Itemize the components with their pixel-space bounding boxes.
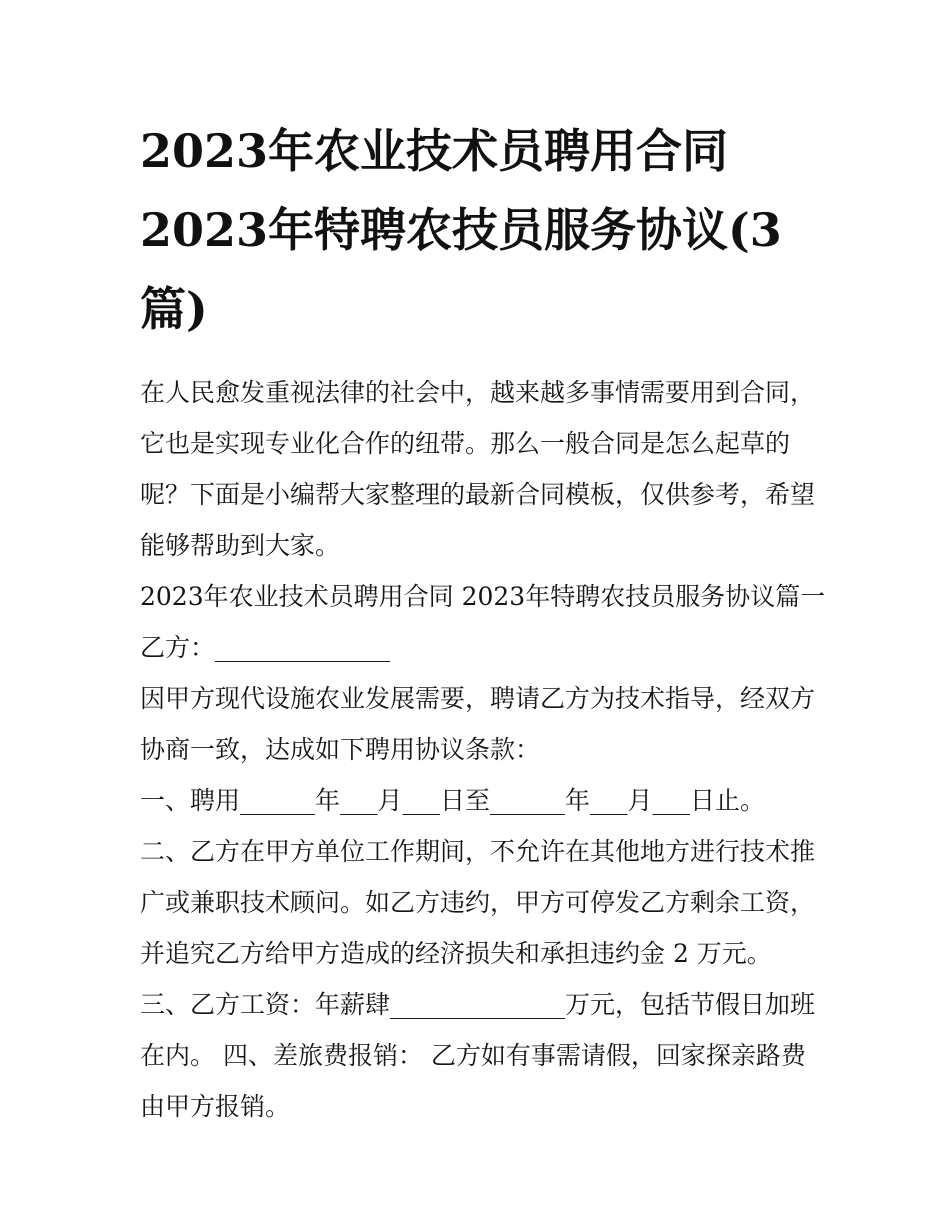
intro-line-1: 在人民愈发重视法律的社会中，越来越多事情需要用到合同， — [140, 378, 816, 407]
clause-three-line-2: 在内。 四、差旅费报销： 乙方如有事需请假，回家探亲路费 — [140, 1041, 806, 1070]
contract-line-2: 协商一致，达成如下聘用协议条款： — [140, 735, 541, 764]
party-b-line: 乙方：______________ — [140, 633, 391, 662]
clause-two-line-3: 并追究乙方给甲方造成的经济损失和承担违约金 2 万元。 — [140, 939, 772, 968]
clause-two-line-1: 二、乙方在甲方单位工作期间，不允许在其他地方进行技术推 — [140, 837, 816, 866]
title-line-1: 2023年农业技术员聘用合同 — [140, 124, 729, 178]
clause-two-line-2: 广或兼职技术顾问。如乙方违约，甲方可停发乙方剩余工资， — [140, 888, 816, 917]
clause-four-line: 由甲方报销。 — [140, 1092, 291, 1121]
intro-line-4: 能够帮助到大家。 — [140, 531, 341, 560]
document-title — [140, 112, 820, 349]
section-heading: 2023年农业技术员聘用合同 2023年特聘农技员服务协议篇一 — [140, 582, 826, 611]
title-line-3: 篇) — [140, 282, 208, 336]
intro-line-3: 呢？下面是小编帮大家整理的最新合同模板，仅供参考，希望 — [140, 480, 816, 509]
intro-line-2: 它也是实现专业化合作的纽带。那么一般合同是怎么起草的 — [140, 429, 791, 458]
document-content — [140, 112, 826, 1132]
contract-line-1: 因甲方现代设施农业发展需要，聘请乙方为技术指导，经双方 — [140, 684, 816, 713]
clause-three-line-1: 三、乙方工资：年薪肆______________万元，包括节假日加班 — [140, 990, 816, 1019]
title-line-2: 2023年特聘农技员服务协议(3 — [140, 203, 782, 257]
clause-one: 一、聘用______年___月___日至______年___月___日止。 — [140, 786, 766, 815]
